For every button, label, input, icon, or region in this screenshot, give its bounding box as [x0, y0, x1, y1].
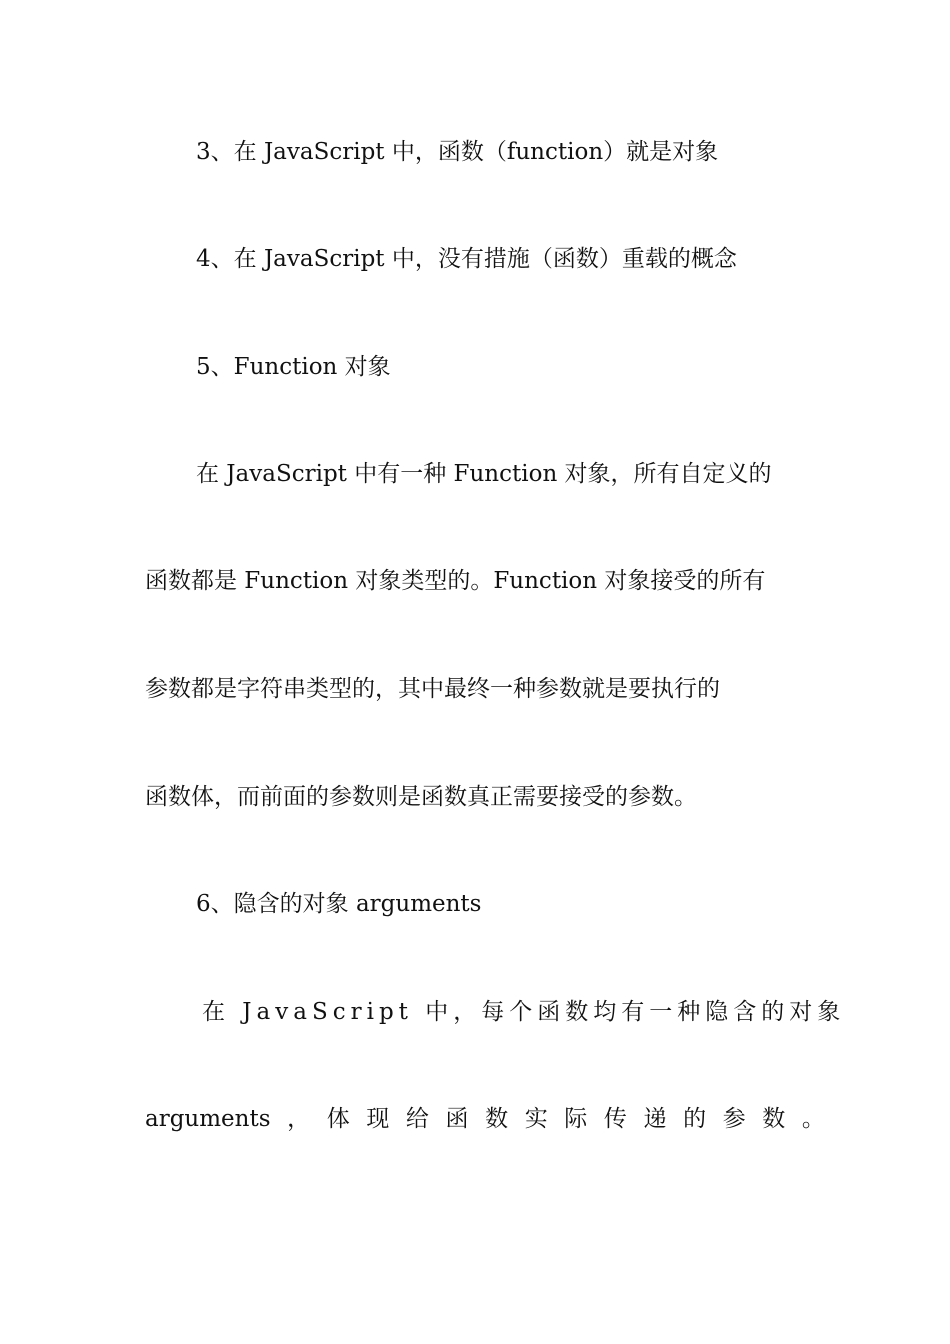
word: 体: [326, 1106, 350, 1132]
word: 函: [445, 1106, 469, 1132]
word: 给: [405, 1106, 429, 1132]
word: 数: [485, 1106, 509, 1132]
word: 递: [643, 1106, 667, 1132]
word: 现: [366, 1106, 390, 1132]
word: arguments: [145, 1106, 271, 1132]
paragraph-line: 函数都是 Function 对象类型的。Function 对象接受的所有: [145, 568, 766, 594]
word: 。: [801, 1106, 825, 1132]
word: 数: [762, 1106, 786, 1132]
heading-6: 6、隐含的对象 arguments: [196, 891, 482, 917]
heading-5: 5、Function 对象: [196, 354, 391, 380]
word: 际: [564, 1106, 588, 1132]
word: 参: [722, 1106, 746, 1132]
justified-paragraph-line: [145, 1104, 825, 1134]
paragraph-line: 函数体，而前面的参数则是函数真正需要接受的参数。: [145, 784, 697, 810]
paragraph-line: 在 JavaScript 中有一种 Function 对象，所有自定义的: [196, 461, 772, 487]
word: 传: [603, 1106, 627, 1132]
heading-3: 3、在 JavaScript 中，函数（function）就是对象: [196, 139, 719, 165]
paragraph-line: 在 JavaScript 中，每个函数均有一种隐含的对象: [202, 999, 846, 1025]
word: 实: [524, 1106, 548, 1132]
word: ，: [287, 1106, 311, 1132]
heading-4: 4、在 JavaScript 中，没有措施（函数）重载的概念: [196, 246, 737, 272]
paragraph-line: 参数都是字符串类型的，其中最终一种参数就是要执行的: [145, 676, 720, 702]
word: 的: [683, 1106, 707, 1132]
